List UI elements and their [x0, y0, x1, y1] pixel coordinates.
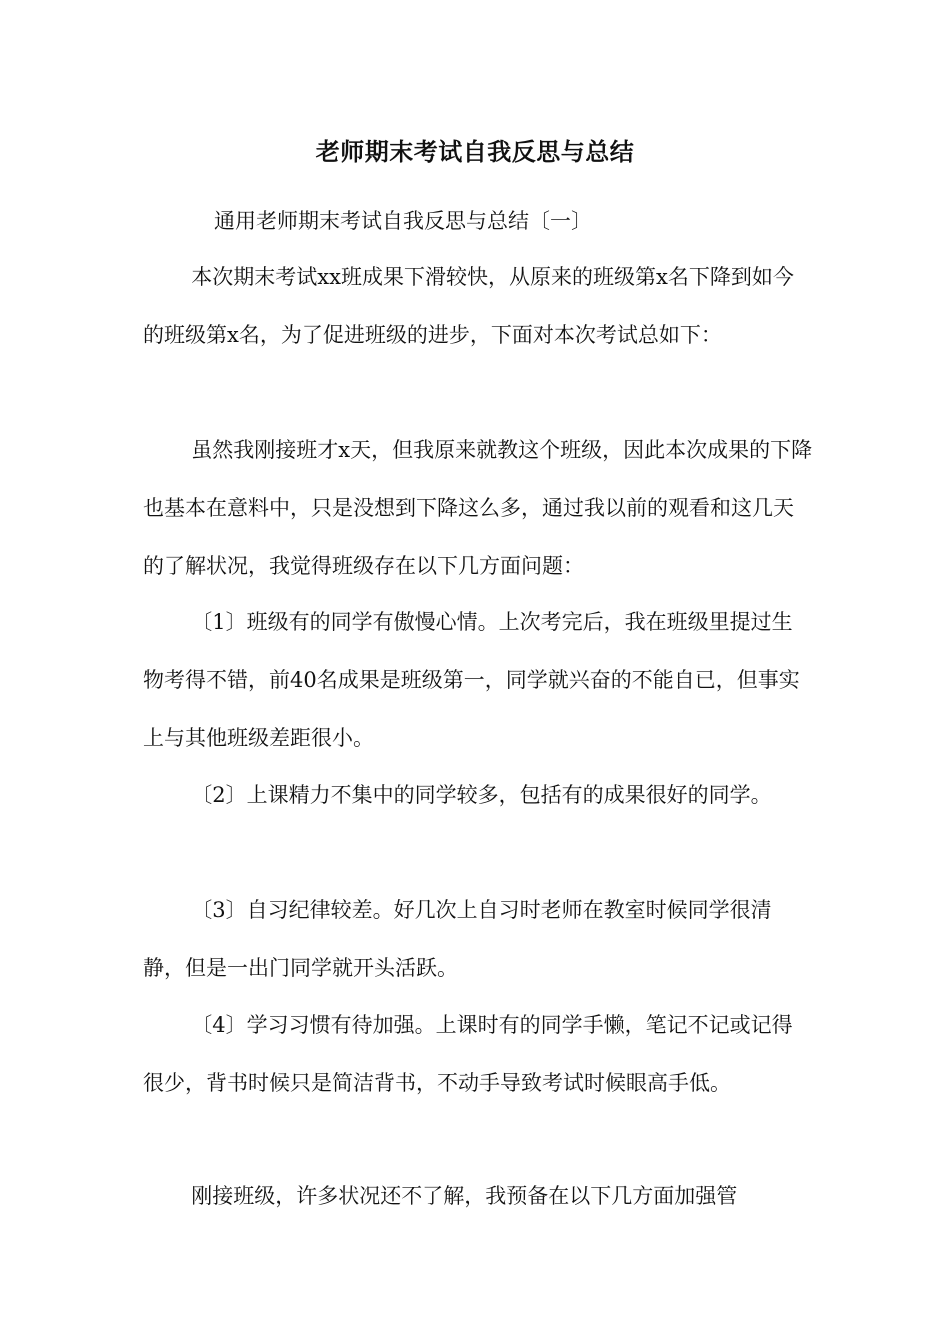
paragraph-exam-summary: 本次期末考试xx班成果下滑较快，从原来的班级第x名下降到如今的班级第x名，为了促进班级的进步，下面对本次考试总如下： [143, 265, 794, 347]
paragraph-problem-1: 〔1〕班级有的同学有傲慢心情。上次考完后，我在班级里提过生物考得不错，前40名成果是班级第一，同学就兴奋的不能自已，但事实上与其他班级差距很小。 [143, 610, 800, 750]
paragraph-class-problems-intro: 虽然我刚接班才x天，但我原来就教这个班级，因此本次成果的下降也基本在意料中，只是没想到下降这么多，通过我以前的观看和这几天的了解状况，我觉得班级存在以下几方面问题： [143, 438, 813, 578]
paragraph-problem-4: 〔4〕学习习惯有待加强。上课时有的同学手懒，笔记不记或记得很少，背书时候只是简洁背书，不动手导致考试时候眼高手低。 [143, 1013, 793, 1095]
document-subtitle: 通用老师期末考试自我反思与总结〔一〕 [214, 209, 592, 233]
paragraph-management-plan: 刚接班级，许多状况还不了解，我预备在以下几方面加强管 [191, 1184, 738, 1208]
paragraph-problem-3: 〔3〕自习纪律较差。好几次上自习时老师在教室时候同学很清静，但是一出门同学就开头活跃。 [143, 898, 772, 980]
paragraph-problem-2: 〔2〕上课精力不集中的同学较多，包括有的成果很好的同学。 [191, 783, 772, 807]
document-title: 老师期末考试自我反思与总结 [315, 137, 635, 166]
